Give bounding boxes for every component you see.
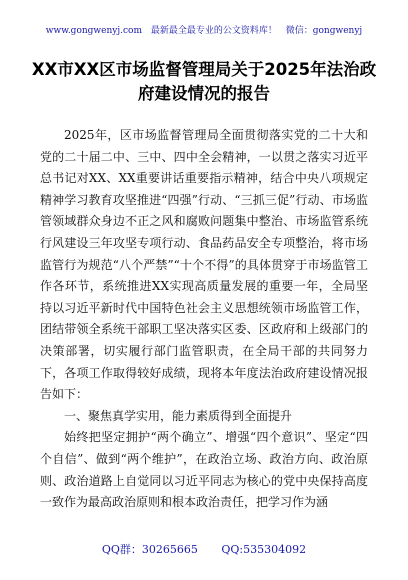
website-link[interactable]: www.gongwenyj.com — [45, 26, 142, 36]
document-body — [40, 125, 368, 514]
wechat-id: 微信：gongwenyj — [285, 26, 363, 36]
section-heading: 一、聚焦真学实用，能力素质得到全面提升 — [64, 408, 293, 423]
page-header — [0, 25, 408, 37]
qq-group: QQ群：30265665 — [101, 543, 198, 556]
document-title: XX市XX区市场监督管理局关于2025年法治政府建设情况的报告 — [31, 60, 377, 103]
body-paragraph: 始终把坚定拥护“两个确立”、增强“四个意识”、坚定“四个自信”、做到“两个维护”，在政治立场、政治方向、政治原则、政治道路上自觉同以习近平同志为核心的党中央保持高度一致作为最高政治原则和根本政治责任，把学习作为涵 — [40, 430, 368, 510]
page-footer — [0, 543, 408, 557]
body-paragraph: 2025年，区市场监督管理局全面贯彻落实党的二十大和党的二十届二中、三中、四中全会精神，一以贯之落实习近平总书记对XX、XX重要讲话重要指示精神，结合中央八项规定精神学习教育攻坚推进“四强”行动、“三抓三促”行动、市场监管领域群众身边不正之风和腐败问题集中整治、市场监管系统行风建设三年攻坚专项行动、食品药品安全专项整治，将市场监管行为规范“八个严禁”“十个不得”的具体贯穿于市场监管工作各环节，系统推进XX实现高质量发展的重要一年，全局坚持以习近平新时代中国特色社会主义思想统领市场监管工作，团结带领全系统干部职工坚决落实区委、区政府和上级部门的决策部署，切实履行部门监管职责，在全局干部的共同努力下，各项工作取得较好成绩，现将本年度法治政府建设情况报告如下： — [40, 128, 368, 402]
qq-contact: QQ:535304092 — [221, 543, 307, 556]
header-slogan: 最新最全最专业的公文资料库！ — [150, 26, 277, 36]
